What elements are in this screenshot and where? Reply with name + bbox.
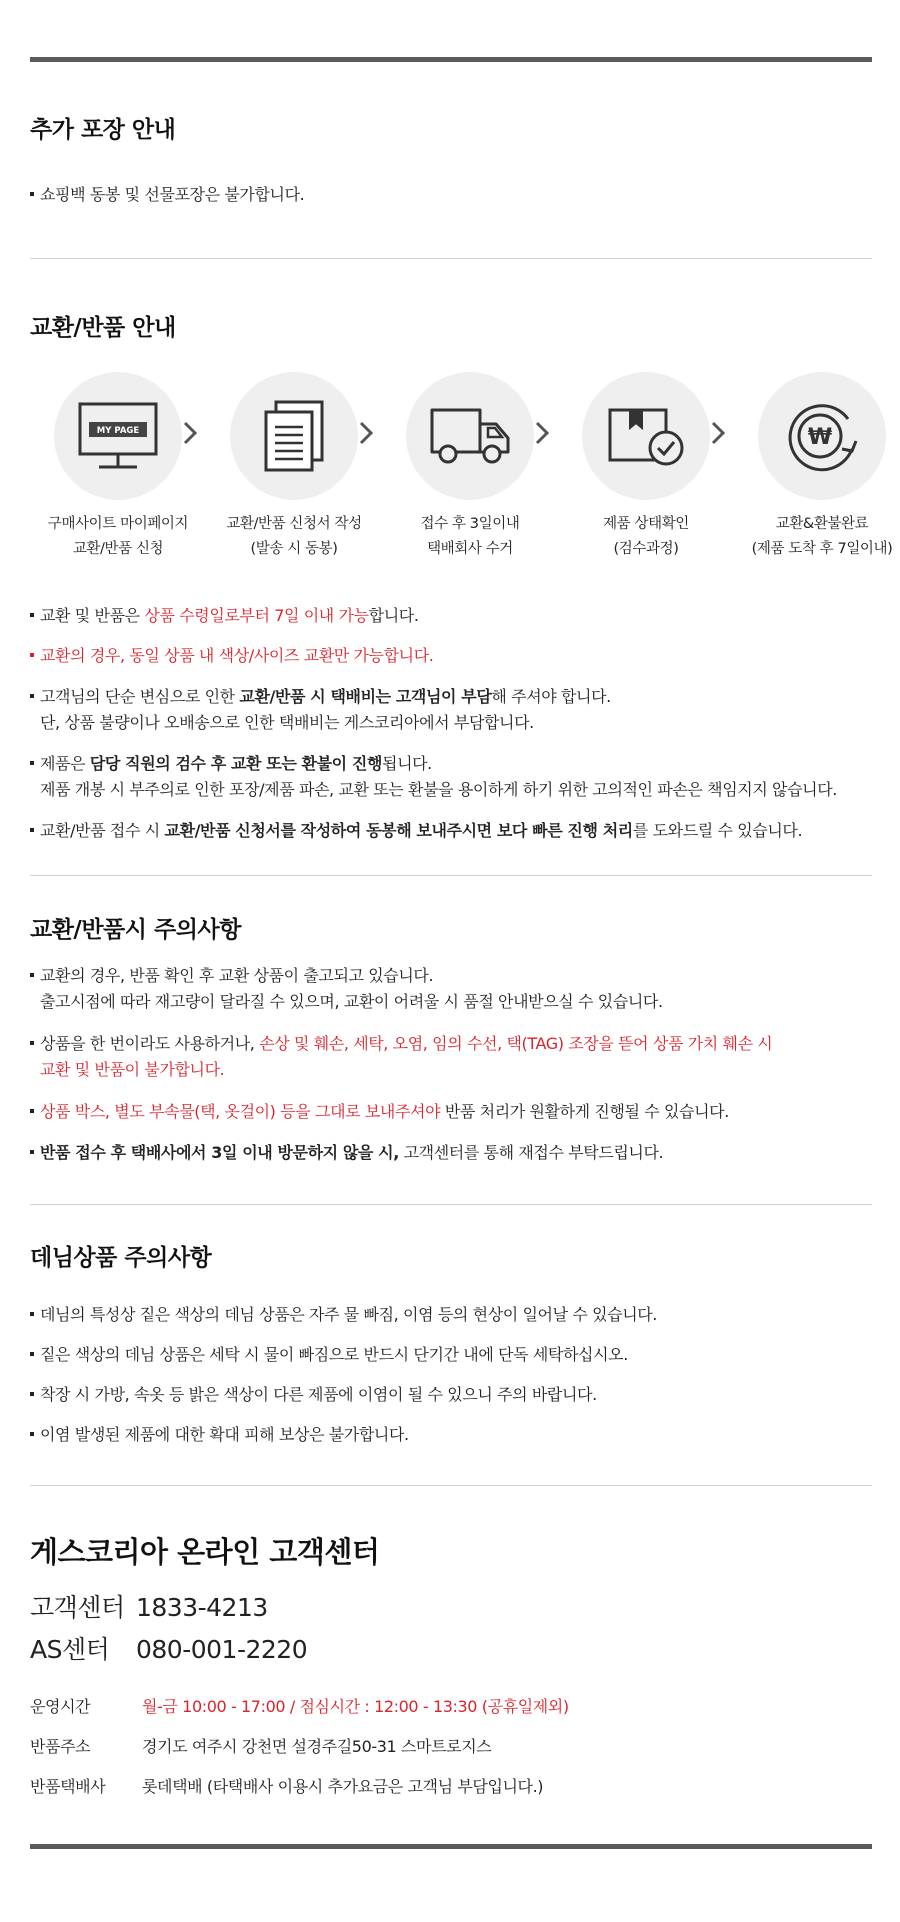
exchange-note-1: 교환 및 반품은 상품 수령일로부터 7일 이내 가능합니다. xyxy=(30,603,880,629)
delivery-truck-icon xyxy=(428,404,512,468)
caution-note-3: 상품 박스, 별도 부속물(택, 옷걸이) 등을 그대로 보내주셔야 반품 처리가 원활하게 진행될 수 있습니다. xyxy=(30,1099,880,1125)
top-rule xyxy=(30,57,872,62)
divider xyxy=(30,875,872,876)
divider xyxy=(30,258,872,259)
box-check-icon xyxy=(604,404,688,468)
chevron-right-icon xyxy=(180,418,200,448)
step-circle xyxy=(758,372,886,500)
won-refund-icon xyxy=(782,397,862,475)
packaging-note: 쇼핑백 동봉 및 선물포장은 불가합니다. xyxy=(30,182,880,208)
divider xyxy=(30,1204,872,1205)
bullet-dot xyxy=(30,192,34,196)
step-circle xyxy=(54,372,182,500)
step-caption: 구매사이트 마이페이지 교환/반품 신청 xyxy=(47,516,189,557)
mypage-monitor-icon xyxy=(77,400,159,472)
step-form xyxy=(206,372,382,562)
denim-note: 이염 발생된 제품에 대한 확대 피해 보상은 불가합니다. xyxy=(30,1422,880,1448)
denim-note: 착장 시 가방, 속옷 등 밝은 색상이 다른 제품에 이염이 될 수 있으니 주의 바랍니다. xyxy=(30,1382,880,1408)
caution-note-4: 반품 접수 후 택배사에서 3일 이내 방문하지 않을 시, 고객센터를 통해 재접수 부탁드립니다. xyxy=(30,1140,880,1166)
caution-title: 교환/반품시 주의사항 xyxy=(30,917,241,943)
chevron-right-icon xyxy=(708,418,728,448)
step-pickup xyxy=(382,372,558,562)
step-caption: 접수 후 3일이내 택배회사 수거 xyxy=(420,516,520,557)
mypage-badge-text: MY PAGE xyxy=(96,426,140,436)
phone-number[interactable]: 080-001-2220 xyxy=(136,1635,308,1664)
chevron-right-icon xyxy=(532,418,552,448)
step-circle xyxy=(230,372,358,500)
exchange-note-5: 교환/반품 접수 시 교환/반품 신청서를 작성하여 동봉해 보내주시면 보다 빠른 진행 처리를 도와드릴 수 있습니다. xyxy=(30,818,880,844)
exchange-note-4: 제품은 담당 직원의 검수 후 교환 또는 환불이 진행됩니다. 제품 개봉 시 부주의로 인한 포장/제품 파손, 교환 또는 환불을 용이하게 하기 위한 고의적인 파손은 책임지지 않습니다. xyxy=(30,751,880,803)
step-circle xyxy=(582,372,710,500)
denim-title: 데님상품 주의사항 xyxy=(30,1245,212,1271)
step-circle xyxy=(406,372,534,500)
phone-customer-center: 고객센터 1833-4213 xyxy=(30,1593,268,1622)
step-refund xyxy=(734,372,900,562)
caution-note-2: 상품을 한 번이라도 사용하거나, 손상 및 훼손, 세탁, 오염, 임의 수선, 택(TAG) 조장을 뜯어 상품 가치 훼손 시 교환 및 반품이 불가합니다. xyxy=(30,1031,880,1083)
step-caption: 교환/반품 신청서 작성 (발송 시 동봉) xyxy=(226,516,362,557)
divider xyxy=(30,1485,872,1486)
exchange-steps xyxy=(30,372,893,562)
denim-note: 짙은 색상의 데님 상품은 세탁 시 물이 빠짐으로 반드시 단기간 내에 단독 세탁하십시오. xyxy=(30,1342,880,1368)
customer-center-title: 게스코리아 온라인 고객센터 xyxy=(30,1535,380,1569)
denim-note: 데님의 특성상 짙은 색상의 데님 상품은 자주 물 빠짐, 이염 등의 현상이 일어날 수 있습니다. xyxy=(30,1302,880,1328)
exchange-note-3: 고객님의 단순 변심으로 인한 교환/반품 시 택배비는 고객님이 부담해 주셔야 합니다. 단, 상품 불량이나 오배송으로 인한 택배비는 게스코리아에서 부담합니다. xyxy=(30,684,880,736)
document-icon xyxy=(262,399,326,473)
phone-number[interactable]: 1833-4213 xyxy=(136,1593,268,1622)
exchange-note-2: 교환의 경우, 동일 상품 내 색상/사이즈 교환만 가능합니다. xyxy=(30,643,880,669)
phone-as-center: AS센터 080-001-2220 xyxy=(30,1635,308,1664)
info-return-address: 반품주소 경기도 여주시 강천면 설경주길50-31 스마트로지스 xyxy=(30,1737,492,1756)
step-caption: 교환&환불완료 (제품 도착 후 7일이내) xyxy=(751,516,893,557)
info-hours: 운영시간 월-금 10:00 - 17:00 / 점심시간 : 12:00 - 13:30 (공휴일제외) xyxy=(30,1697,569,1716)
bottom-rule xyxy=(30,1844,872,1849)
step-caption: 제품 상태확인 (검수과정) xyxy=(603,516,689,557)
exchange-title: 교환/반품 안내 xyxy=(30,315,176,341)
caution-note-1: 교환의 경우, 반품 확인 후 교환 상품이 출고되고 있습니다. 출고시점에 따라 재고량이 달라질 수 있으며, 교환이 어려울 시 품절 안내받으실 수 있습니다. xyxy=(30,963,880,1015)
info-return-courier: 반품택배사 롯데택배 (타택배사 이용시 추가요금은 고객님 부담입니다.) xyxy=(30,1777,544,1796)
chevron-right-icon xyxy=(356,418,376,448)
step-inspection xyxy=(558,372,734,562)
won-symbol: ₩ xyxy=(807,425,833,450)
step-mypage xyxy=(30,372,206,562)
packaging-title: 추가 포장 안내 xyxy=(30,117,176,143)
